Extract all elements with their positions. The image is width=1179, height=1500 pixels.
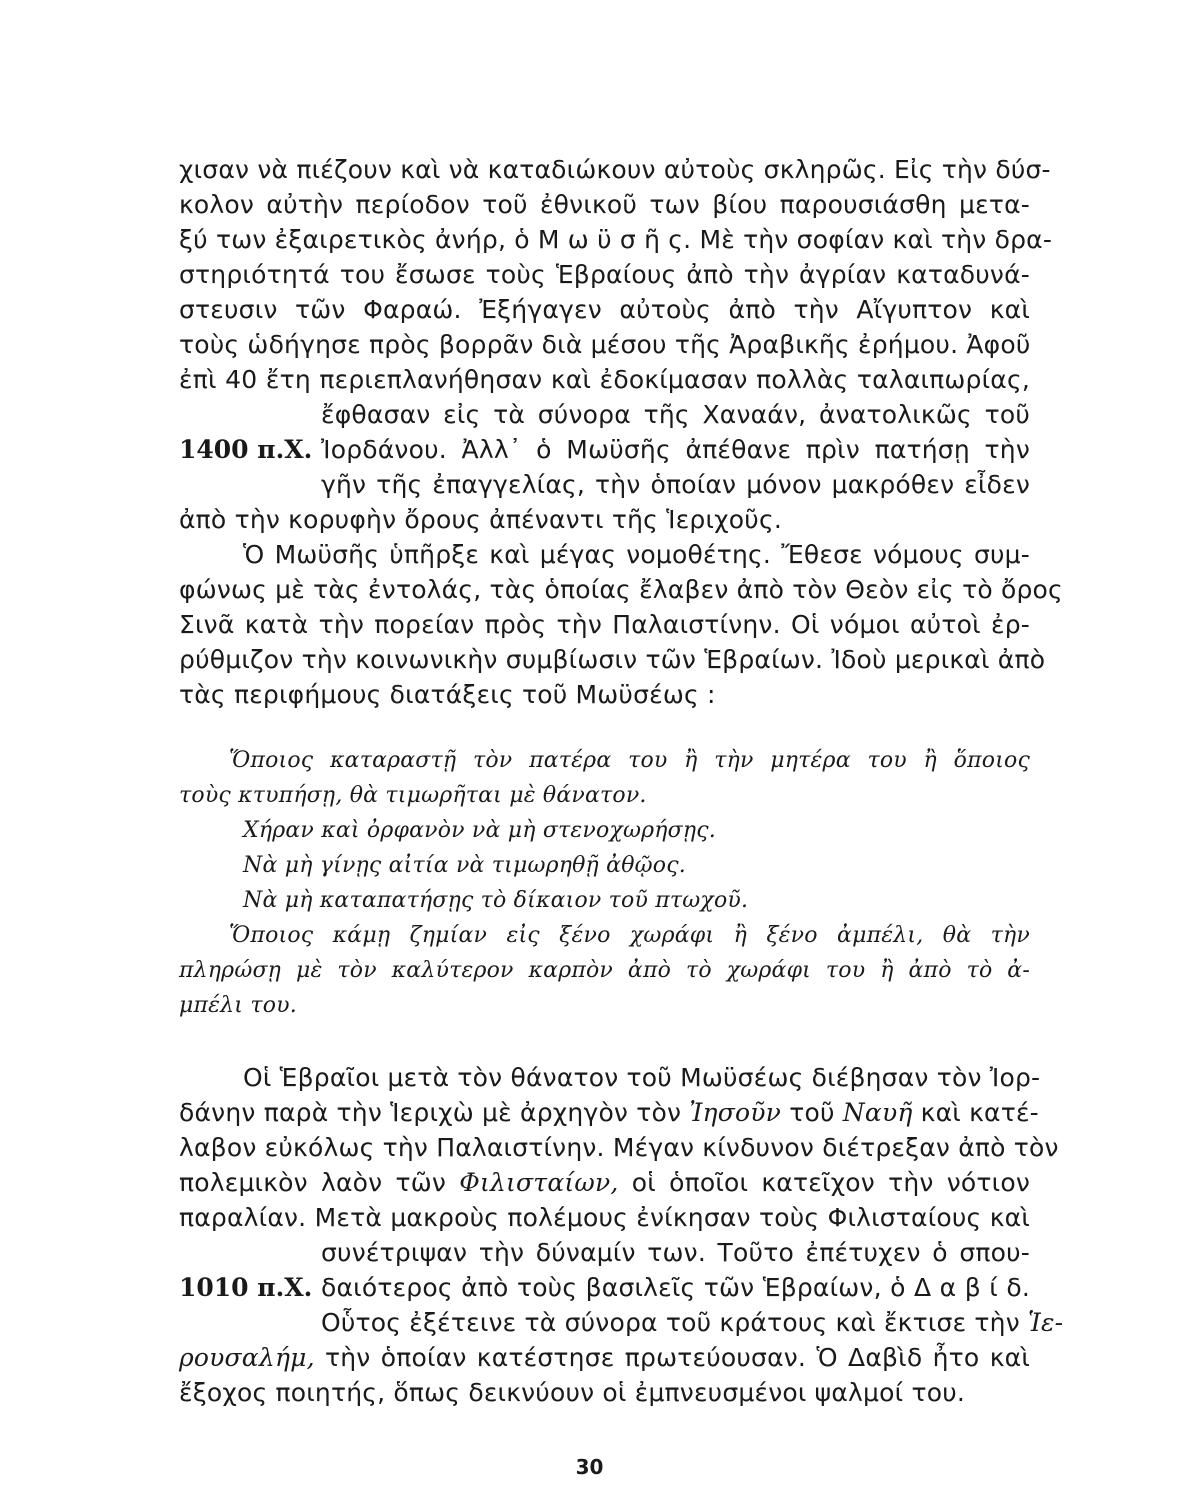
text-span: πολεμικὸν λαὸν τῶν [179, 1168, 447, 1197]
margin-date-1400: 1400 π.Χ. [179, 435, 313, 464]
text-line [321, 1305, 1064, 1341]
text-line: παραλίαν. Μετὰ μακροὺς πολέμους ἐνίκησαν τοὺς Φιλισταίους καὶ [179, 1203, 1030, 1232]
law-line: τοὺς κτυπήσῃ, θὰ τιμωρῆται μὲ θάνατον. [179, 783, 647, 808]
page-number: 30 [575, 1455, 604, 1479]
text-line: ἐπὶ 40 ἔτη περιεπλανήθησαν καὶ ἐδοκίμασαν πολλὰς ταλαιπωρίας, [179, 365, 1030, 394]
law-line: Ὅποιος καταραστῇ τὸν πατέρα του ἢ τὴν μητέρα του ἢ ὅποιος [229, 748, 1030, 773]
text-line: Ὁ Μωϋσῆς ὑπῆρξε καὶ μέγας νομοθέτης. Ἔθεσε νόμους συμ- [243, 540, 1030, 569]
italic-name: Ἱε- [1028, 1308, 1064, 1337]
text-span: τοῦ [789, 1098, 835, 1127]
law-line: πληρώσῃ μὲ τὸν καλύτερον καρπὸν ἀπὸ τὸ χωράφι του ἢ ἀπὸ τὸ ἀ- [179, 958, 1030, 983]
text-line [179, 1165, 1030, 1201]
text-line: ξύ των ἐξαιρετικὸς ἀνήρ, ὁ Μ ω ϋ σ ῆ ς. Μὲ τὴν σοφίαν καὶ τὴν δρα- [179, 225, 1053, 254]
text-line: ἔξοχος ποιητής, ὅπως δεικνύουν οἱ ἐμπνευσμένοι ψαλμοί του. [179, 1378, 966, 1407]
text-line: στευσιν τῶν Φαραώ. Ἐξήγαγεν αὐτοὺς ἀπὸ τὴν Αἴγυπτον καὶ [179, 295, 1030, 324]
italic-name: Ἰησοῦν [689, 1098, 782, 1127]
text-line: γῆν τῆς ἐπαγγελίας, τὴν ὁποίαν μόνον μακρόθεν εἶδεν [321, 470, 1030, 499]
text-line: τὰς περιφήμους διατάξεις τοῦ Μωϋσέως : [179, 680, 716, 709]
italic-name: Ναυῆ [842, 1098, 913, 1127]
text-line: δαιότερος ἀπὸ τοὺς βασιλεῖς τῶν Ἑβραίων, ὁ Δ α β ί δ. [321, 1273, 1030, 1302]
text-span: οἱ ὁποῖοι κατεῖχον τὴν νότιον [631, 1168, 1030, 1197]
text-line [179, 1340, 1030, 1376]
law-line: Ὅποιος κάμῃ ζημίαν εἰς ξένο χωράφι ἢ ξένο ἀμπέλι, θὰ τὴν [229, 923, 1030, 948]
text-span: καὶ κατέ- [920, 1098, 1039, 1127]
text-line: ρύθμιζον τὴν κοινωνικὴν συμβίωσιν τῶν Ἑβραίων. Ἰδοὺ μερικαὶ ἀπὸ [179, 645, 1046, 674]
text-line: κολον αὐτὴν περίοδον τοῦ ἐθνικοῦ των βίου παρουσιάσθη μετα- [179, 190, 1030, 219]
italic-name: ρουσαλήμ, [179, 1343, 315, 1372]
text-span: Οὗτος ἐξέτεινε τὰ σύνορα τοῦ κράτους καὶ ἔκτισε τὴν [321, 1308, 1020, 1337]
text-line: φώνως μὲ τὰς ἐντολάς, τὰς ὁποίας ἔλαβεν ἀπὸ τὸν Θεὸν εἰς τὸ ὄρος [179, 575, 1063, 604]
text-line: τοὺς ὡδήγησε πρὸς βορρᾶν διὰ μέσου τῆς Ἀραβικῆς ἐρήμου. Ἀφοῦ [179, 330, 1031, 359]
text-line: λαβον εὐκόλως τὴν Παλαιστίνην. Μέγαν κίνδυνον διέτρεξαν ἀπὸ τὸν [179, 1133, 1059, 1162]
text-line: χισαν νὰ πιέζουν καὶ νὰ καταδιώκουν αὐτοὺς σκληρῶς. Εἰς τὴν δύσ- [179, 155, 1051, 184]
law-line: Νὰ μὴ γίνῃς αἰτία νὰ τιμωρηθῇ ἀθῷος. [243, 853, 686, 878]
law-line: Χήραν καὶ ὀρφανὸν νὰ μὴ στενοχωρήσῃς. [243, 818, 716, 843]
text-line [179, 1095, 1039, 1131]
text-line: στηριότητά του ἔσωσε τοὺς Ἑβραίους ἀπὸ τὴν ἀγρίαν καταδυνά- [179, 260, 1030, 289]
text-line: συνέτριψαν τὴν δύναμίν των. Τοῦτο ἐπέτυχεν ὁ σπου- [321, 1238, 1030, 1267]
text-line: ἔφθασαν εἰς τὰ σύνορα τῆς Χαναάν, ἀνατολικῶς τοῦ [321, 400, 1030, 429]
text-span: τὴν ὁποίαν κατέστησε πρωτεύουσαν. Ὁ Δαβὶδ ἦτο καὶ [325, 1343, 1030, 1372]
law-line: Νὰ μὴ καταπατήσῃς τὸ δίκαιον τοῦ πτωχοῦ. [243, 888, 749, 913]
text-line: Σινᾶ κατὰ τὴν πορείαν πρὸς τὴν Παλαιστίνην. Οἱ νόμοι αὐτοὶ ἐρ- [179, 610, 1030, 639]
text-line: Ἰορδάνου. Ἀλλ᾽ ὁ Μωϋσῆς ἀπέθανε πρὶν πατήσῃ τὴν [321, 435, 1030, 464]
law-line: μπέλι του. [179, 993, 297, 1018]
italic-name: Φιλισταίων, [459, 1168, 619, 1197]
text-line: ἀπὸ τὴν κορυφὴν ὄρους ἀπέναντι τῆς Ἱεριχοῦς. [179, 505, 782, 534]
margin-date-1010: 1010 π.Χ. [179, 1273, 313, 1302]
text-span: δάνην παρὰ τὴν Ἱεριχὼ μὲ ἀρχηγὸν τὸν [179, 1098, 682, 1127]
text-line: Οἱ Ἑβραῖοι μετὰ τὸν θάνατον τοῦ Μωϋσέως διέβησαν τὸν Ἰορ- [243, 1063, 1041, 1092]
